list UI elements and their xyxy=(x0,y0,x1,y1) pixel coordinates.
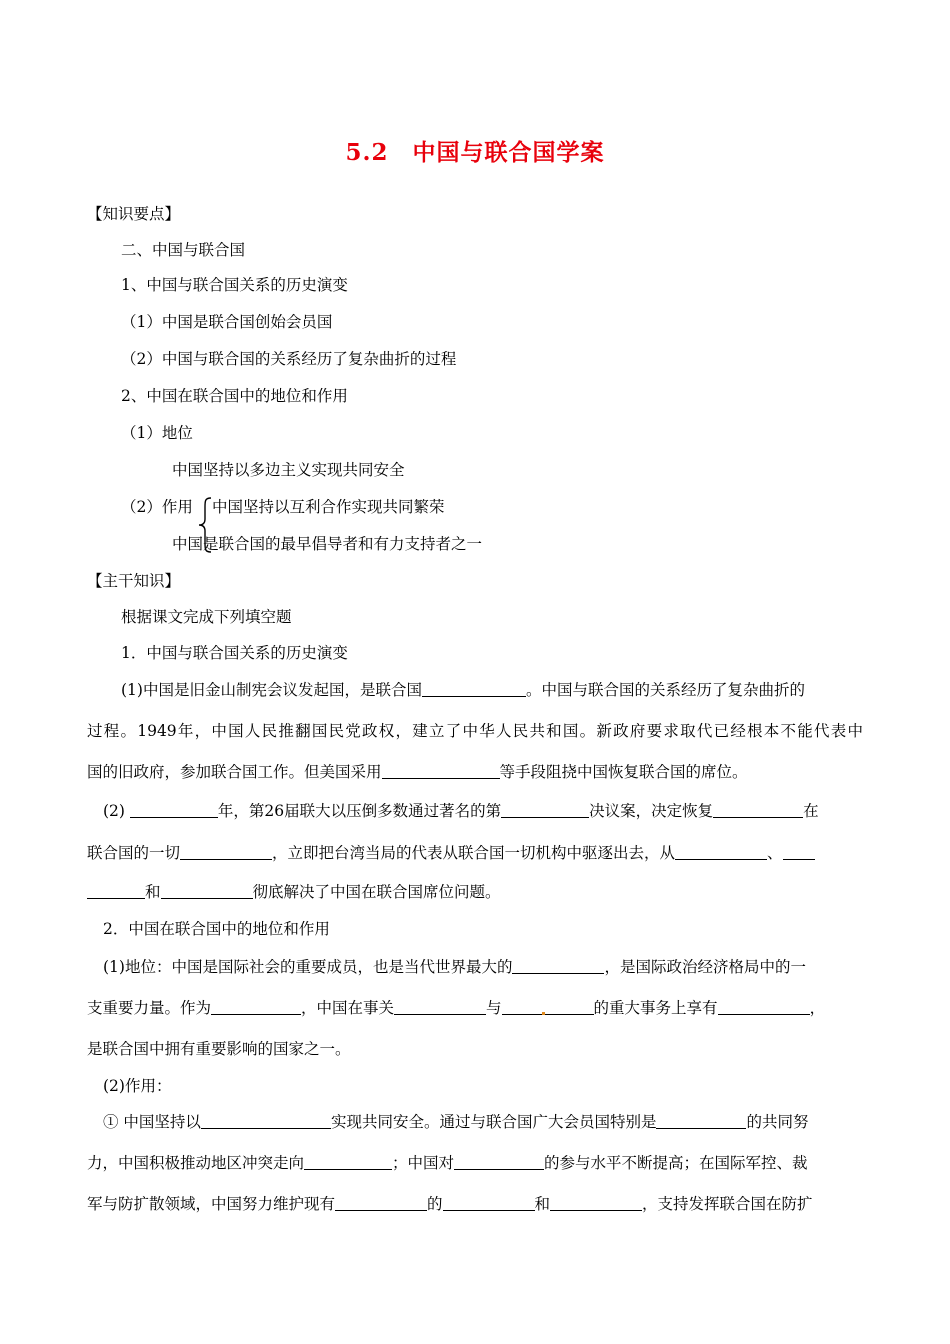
paragraph-line: (1)中国是旧金山制宪会议发起国，是联合国 。中国与联合国的关系经历了复杂曲折的 xyxy=(121,681,805,699)
paragraph-line: 过程。1949年，中国人民推翻国民党政权，建立了中华人民共和国。新政府要求取代已经根本不能代表中 xyxy=(87,722,863,740)
paragraph-line: 和 彻底解决了中国在联合国席位问题。 xyxy=(87,882,501,902)
paragraph-line: ① 中国坚持以 实现共同安全。通过与联合国广大会员国特别是 的共同努 xyxy=(103,1113,809,1131)
fill-blank[interactable] xyxy=(501,803,589,818)
curly-brace-icon xyxy=(197,497,215,553)
outline-item: 中国是联合国的最早倡导者和有力支持者之一 xyxy=(172,535,483,553)
instruction-text: 根据课文完成下列填空题 xyxy=(121,608,292,626)
subsection-title: 2．中国在联合国中的地位和作用 xyxy=(103,920,330,938)
outline-item: 中国坚持以互利合作实现共同繁荣 xyxy=(212,498,445,516)
fill-blank[interactable] xyxy=(394,1000,486,1015)
subsection-title: 1．中国与联合国关系的历史演变 xyxy=(121,644,348,662)
fill-blank[interactable] xyxy=(656,1114,746,1129)
outline-item: （2）中国与联合国的关系经历了复杂曲折的过程 xyxy=(121,350,457,368)
outline-item: （1）地位 xyxy=(121,424,193,442)
fill-blank[interactable] xyxy=(335,1196,427,1211)
fill-blank[interactable] xyxy=(713,803,803,818)
fill-blank[interactable] xyxy=(454,1155,544,1170)
fill-blank[interactable] xyxy=(443,1196,535,1211)
page-title: 5.2 中国与联合国学案 xyxy=(345,139,605,166)
fill-blank[interactable] xyxy=(382,764,500,779)
paragraph-line: 力，中国积极推动地区冲突走向 ；中国对 的参与水平不断提高；在国际军控、裁 xyxy=(87,1154,808,1172)
outline-item: 二、中国与联合国 xyxy=(121,241,246,259)
paragraph-line: (2)作用： xyxy=(103,1077,172,1095)
fill-blank[interactable] xyxy=(502,1000,594,1015)
stray-dot xyxy=(542,1012,545,1015)
fill-blank[interactable] xyxy=(180,845,272,860)
fill-blank[interactable] xyxy=(161,884,253,899)
paragraph-line: (2) 年，第26届联大以压倒多数通过著名的第 决议案，决定恢复 在 xyxy=(103,802,819,820)
fill-blank[interactable] xyxy=(201,1114,331,1129)
section-header-main: 【主干知识】 xyxy=(87,572,181,590)
outline-item: （2）作用 xyxy=(121,498,193,516)
fill-blank[interactable] xyxy=(304,1155,392,1170)
outline-item: 1、中国与联合国关系的历史演变 xyxy=(121,276,348,294)
fill-blank[interactable] xyxy=(512,959,604,974)
fill-blank[interactable] xyxy=(211,1000,301,1015)
fill-blank[interactable] xyxy=(87,884,145,899)
fill-blank[interactable] xyxy=(422,682,526,697)
paragraph-line: 是联合国中拥有重要影响的国家之一。 xyxy=(87,1040,351,1058)
fill-blank[interactable] xyxy=(550,1196,642,1211)
outline-item: （1）中国是联合国创始会员国 xyxy=(121,313,333,331)
paragraph-line: 支重要力量。作为 ，中国在事关 与 的重大事务上享有 ， xyxy=(87,999,826,1017)
fill-blank[interactable] xyxy=(130,803,218,818)
fill-blank[interactable] xyxy=(675,845,767,860)
section-header-knowledge: 【知识要点】 xyxy=(87,205,181,223)
paragraph-line: 军与防扩散领域，中国努力维护现有 的 和 ，支持发挥联合国在防扩 xyxy=(87,1195,813,1213)
fill-blank[interactable] xyxy=(783,845,815,860)
paragraph-line: 联合国的一切 ，立即把台湾当局的代表从联合国一切机构中驱逐出去，从 、 xyxy=(87,843,815,863)
fill-blank[interactable] xyxy=(718,1000,810,1015)
paragraph-line: (1)地位：中国是国际社会的重要成员，也是当代世界最大的 ，是国际政治经济格局中的一 xyxy=(103,958,806,976)
outline-item: 2、中国在联合国中的地位和作用 xyxy=(121,387,348,405)
paragraph-line: 国的旧政府，参加联合国工作。但美国采用 等手段阻挠中国恢复联合国的席位。 xyxy=(87,763,748,781)
outline-item: 中国坚持以多边主义实现共同安全 xyxy=(172,461,405,479)
